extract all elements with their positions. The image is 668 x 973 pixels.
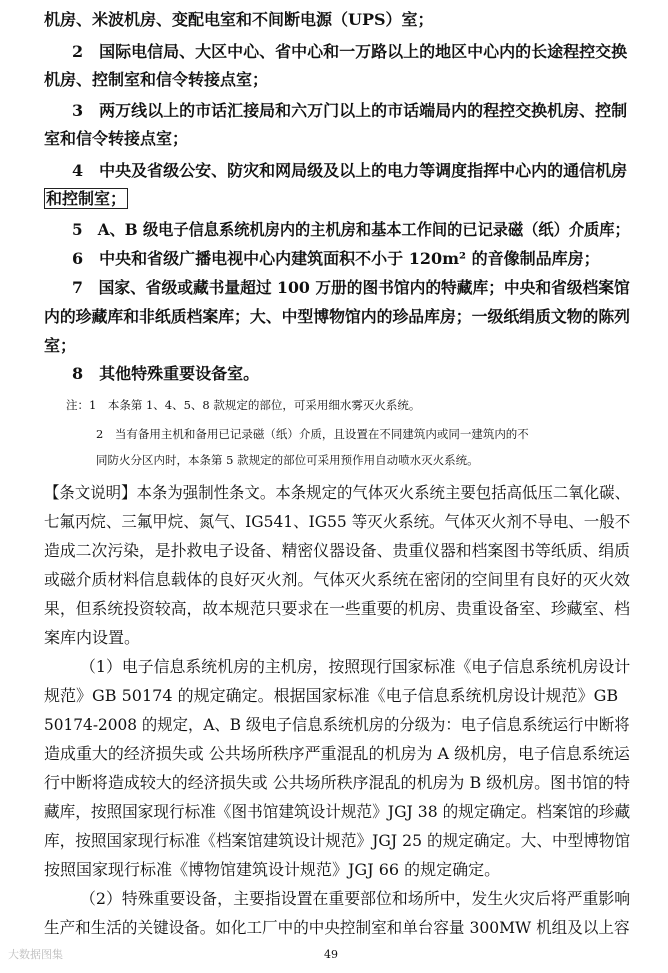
note-line: 同防火分区内时，本条第 5 款规定的部位可采用预作用自动喷水灭火系统。: [96, 453, 479, 467]
text-line: 6 中央和省级广播电视中心内建筑面积不小于 120m² 的音像制品库房；: [72, 249, 600, 268]
explanation-line: 50174-2008 的规定，A、B 级电子信息系统机房的分级为：电子信息系统运行中断将: [44, 715, 630, 734]
text-line: 室；: [44, 336, 77, 355]
explanation-line: 行中断将造成较大的经济损失或 公共场所秩序混乱的机房为 B 级机房。图书馆的特: [44, 773, 631, 792]
explanation-line: 造成二次污染，是扑救电子设备、精密仪器设备、贵重仪器和档案图书等纸质、绢质: [44, 541, 631, 560]
explanation-line: 造成重大的经济损失或 公共场所秩序严重混乱的机房为 A 级机房，电子信息系统运: [44, 744, 630, 763]
text-line: 3 两万线以上的市话汇接局和六万门以上的市话端局内的程控交换机房、控制: [72, 101, 628, 120]
text-line: 机房、米波机房、变配电室和不间断电源（UPS）室；: [44, 10, 434, 29]
text-line: 室和信令转接点室；: [44, 129, 189, 148]
explanation-line: 或磁介质材料信息载体的良好灭火剂。气体灭火系统在密闭的空间里有良好的灭火效: [44, 570, 631, 589]
explanation-line: 【条文说明】本条为强制性条文。本条规定的气体灭火系统主要包括高低压二氧化碳、: [44, 483, 631, 502]
explanation-line: 按照国家现行标准《博物馆建筑设计规范》JGJ 66 的规定确定。: [44, 860, 501, 879]
text-line: 内的珍藏库和非纸质档案库；大、中型博物馆内的珍品库房；一级纸绢质文物的陈列: [44, 307, 631, 326]
page-number: 49: [324, 948, 338, 961]
explanation-line: 生产和生活的关键设备。如化工厂中的中央控制室和单台容量 300MW 机组及以上容: [44, 918, 630, 937]
text-line: 7 国家、省级或藏书量超过 100 万册的图书馆内的特藏库；中央和省级档案馆: [72, 278, 630, 297]
text-line: 4 中央及省级公安、防灾和网局级及以上的电力等调度指挥中心内的通信机房: [72, 161, 628, 180]
explanation-line: 库，按照国家现行标准《档案馆建筑设计规范》JGJ 25 的规定确定。大、中型博物馆: [44, 831, 631, 850]
explanation-line: 规范》GB 50174 的规定确定。根据国家标准《电子信息系统机房设计规范》GB: [44, 686, 619, 705]
watermark: 大数据图集: [8, 948, 63, 961]
explanation-line: 藏库，按照国家现行标准《图书馆建筑设计规范》JGJ 38 的规定确定。档案馆的珍藏: [44, 802, 631, 821]
highlight-box: 和控制室；: [46, 189, 127, 208]
note-line: 2 当有备用主机和备用已记录磁（纸）介质，且设置在不同建筑内或同一建筑内的不: [96, 427, 529, 441]
explanation-line: （2）特殊重要设备，主要指设置在重要部位和场所中，发生火灾后将严重影响: [80, 889, 631, 908]
text-line: 2 国际电信局、大区中心、省中心和一万路以上的地区中心内的长途程控交换: [72, 42, 628, 61]
explanation-line: 案库内设置。: [44, 628, 141, 647]
text-line-boxed: [44, 189, 128, 209]
text-line: 5 A、B 级电子信息系统机房内的主机房和基本工作间的已记录磁（纸）介质库；: [72, 220, 630, 239]
note-line: 注：1 本条第 1、4、5、8 款规定的部位，可采用细水雾灭火系统。: [66, 398, 421, 412]
explanation-line: 七氟丙烷、三氟甲烷、氮气、IG541、IG55 等灭火系统。气体灭火剂不导电、一般不: [44, 512, 631, 531]
explanation-line: （1）电子信息系统机房的主机房，按照现行国家标准《电子信息系统机房设计: [80, 657, 631, 676]
explanation-line: 果，但系统投资较高，故本规范只要求在一些重要的机房、贵重设备室、珍藏室、档: [44, 599, 631, 618]
text-line: 8 其他特殊重要设备室。: [72, 364, 260, 383]
text-line: 机房、控制室和信令转接点室；: [44, 70, 269, 89]
